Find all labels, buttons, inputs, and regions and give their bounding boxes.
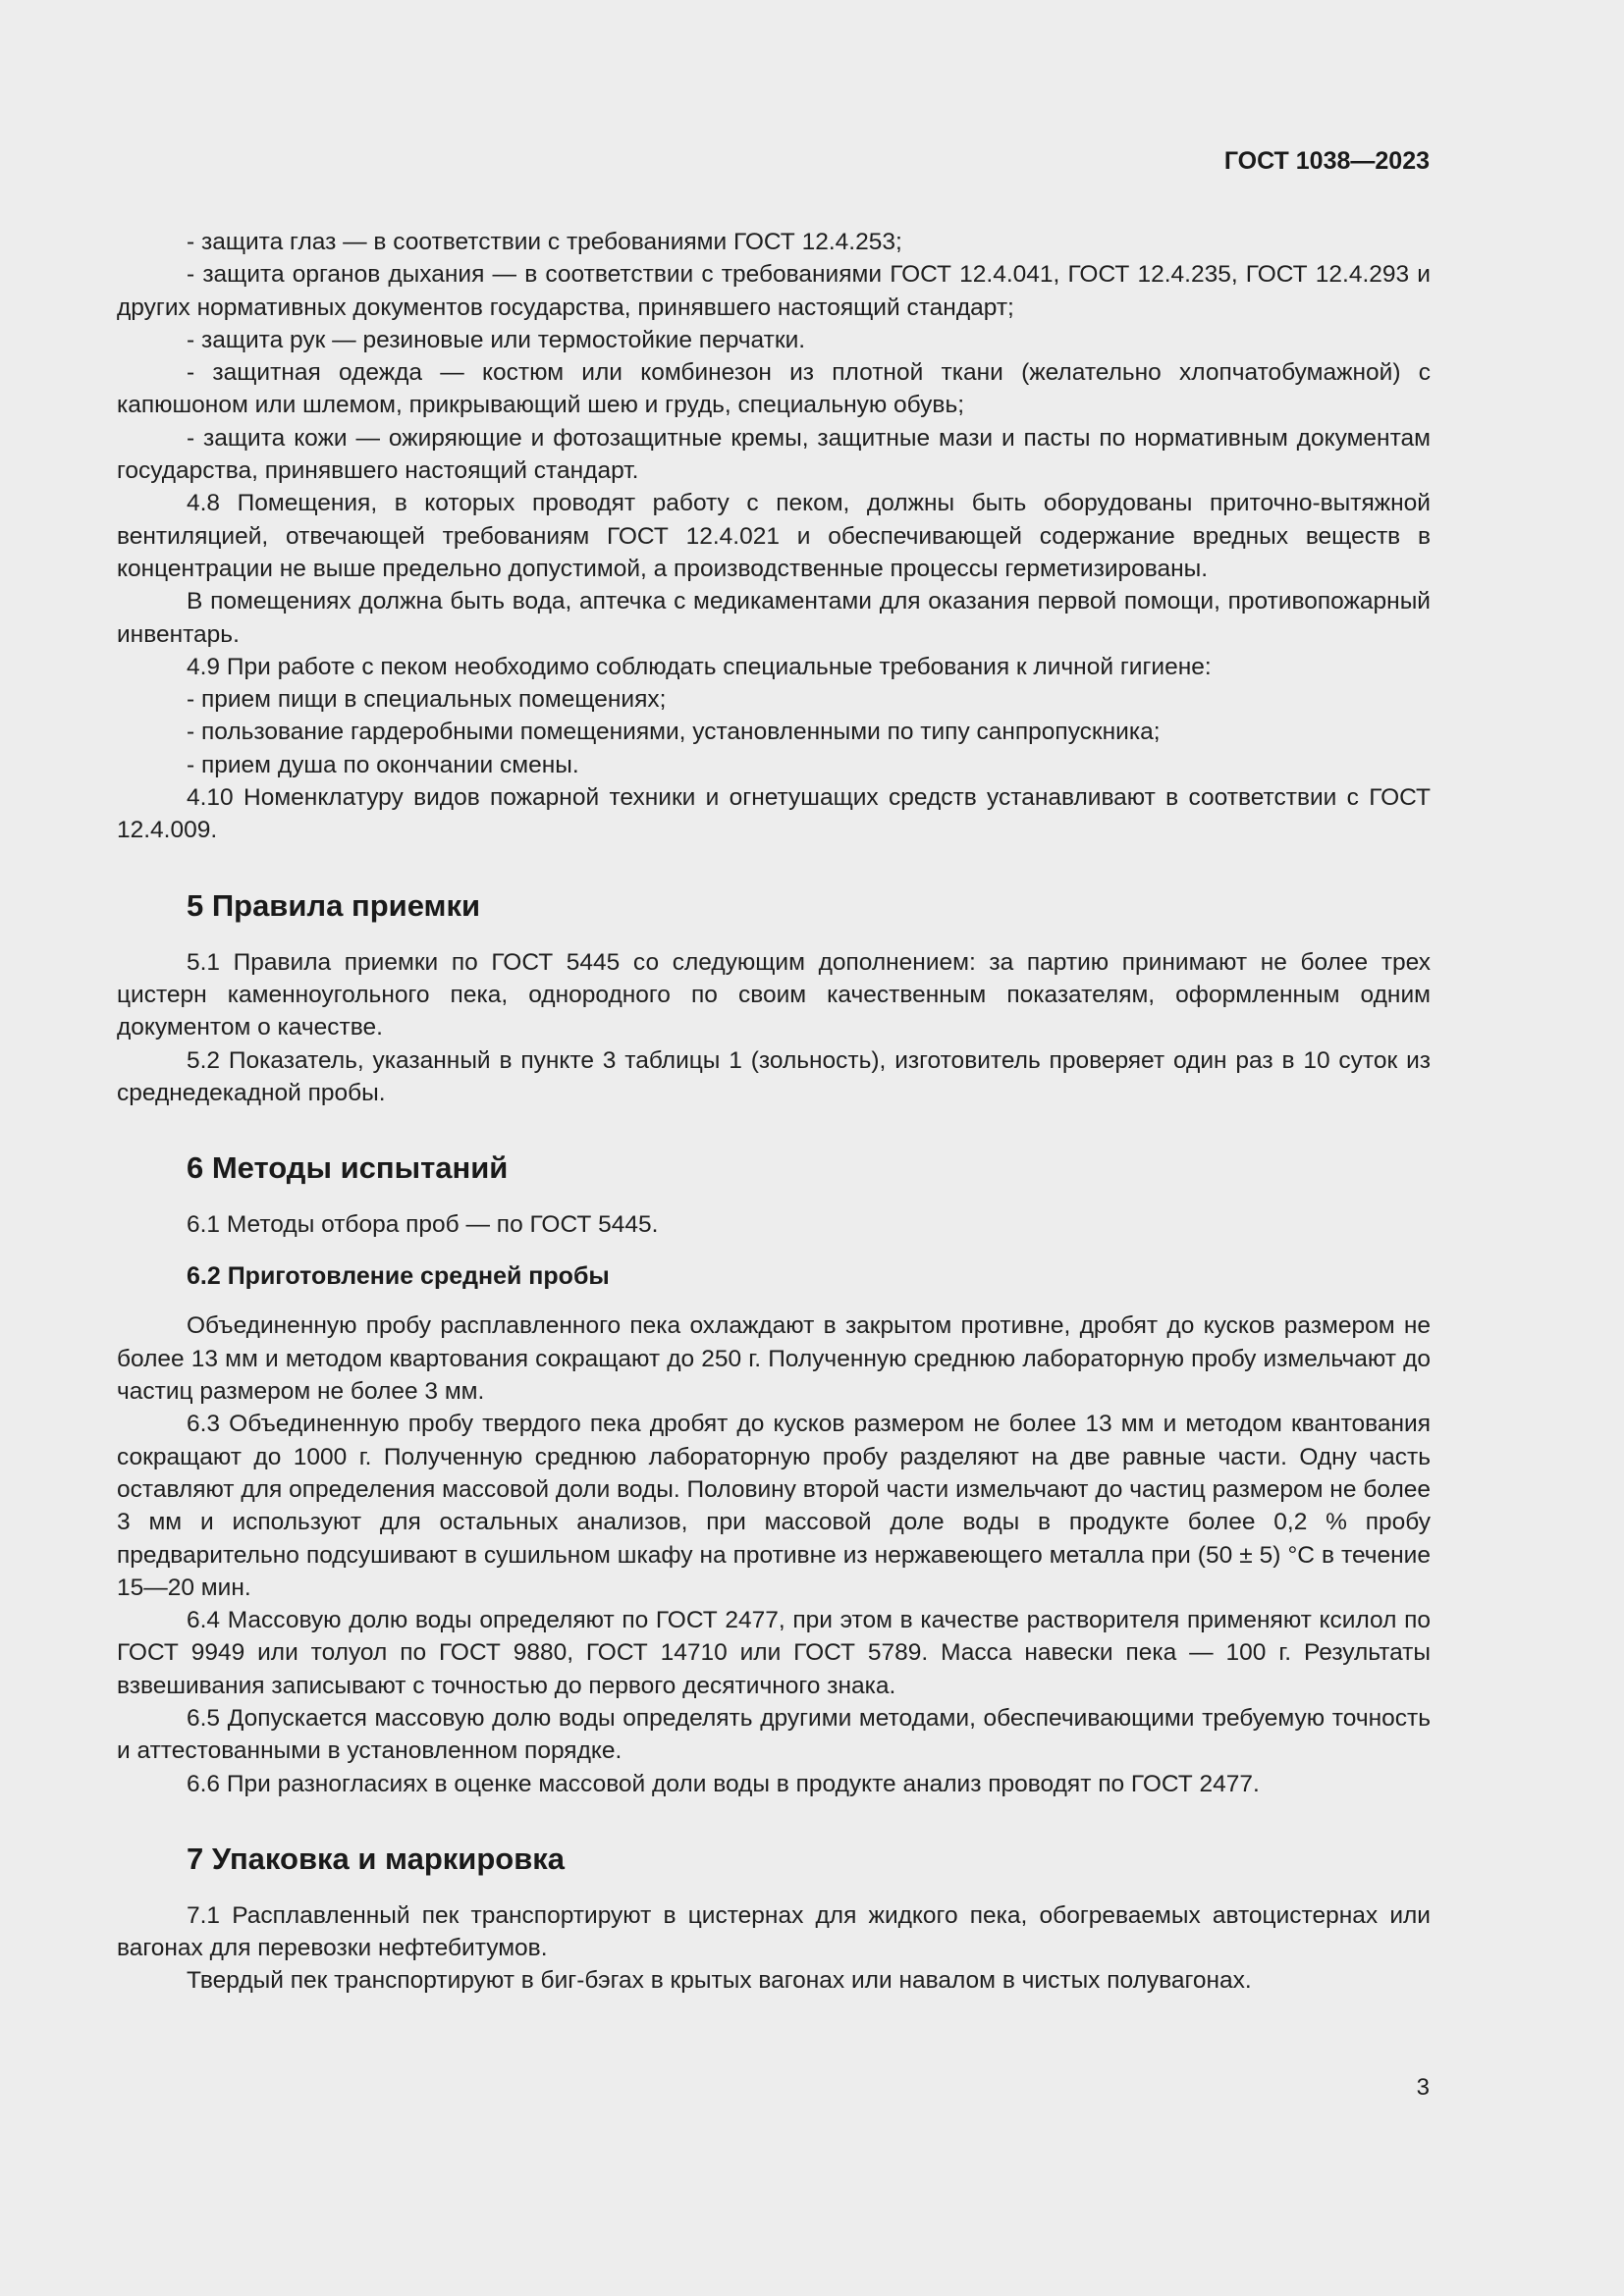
document-code-header: ГОСТ 1038—2023 xyxy=(1223,147,1430,175)
list-item-wardrobe: - пользование гардеробными помещениями, установленными по типу санпропускника; xyxy=(187,719,1161,746)
document-body xyxy=(117,226,1431,1998)
subsection-6-2-heading: 6.2 Приготовление средней пробы xyxy=(187,1262,610,1291)
list-item-skin-protection: - защита кожи — ожиряющие и фотозащитные кремы, защитные мази и пасты по нормативным документам государства, принявшего настоящий стандарт. xyxy=(117,424,1431,485)
section-7-heading: 7 Упаковка и маркировка xyxy=(187,1841,566,1876)
list-item-eating: - прием пищи в специальных помещениях; xyxy=(187,686,667,714)
clause-4-9: 4.9 При работе с пеком необходимо соблюдать специальные требования к личной гигиене: xyxy=(187,653,1212,680)
page-number: 3 xyxy=(1416,2074,1430,2101)
list-item-eye-protection: - защита глаз — в соответствии с требованиями ГОСТ 12.4.253; xyxy=(187,229,902,255)
clause-6-1: 6.1 Методы отбора проб — по ГОСТ 5445. xyxy=(187,1211,659,1239)
clause-7-1: 7.1 Расплавленный пек транспортируют в цистернах для жидкого пека, обогреваемых автоцистернах или вагонах для перевозки нефтебитумов. xyxy=(117,1901,1431,1962)
clause-4-10: 4.10 Номенклатуру видов пожарной техники и огнетушащих средств устанавливают в соответствии с ГОСТ 12.4.009. xyxy=(117,784,1431,844)
list-item-shower: - прием душа по окончании смены. xyxy=(187,751,579,778)
clause-6-5: 6.5 Допускается массовую долю воды определять другими методами, обеспечивающими требуемую точность и аттестованными в установленном порядке. xyxy=(117,1704,1431,1765)
clause-4-8: 4.8 Помещения, в которых проводят работу с пеком, должны быть оборудованы приточно-вытяжной вентиляцией, отвечающей требованиям ГОСТ 12.4.021 и обеспечивающей содержание вредных веществ в концентрации не выше предельно допустимой, а производственные процессы герметизированы. xyxy=(117,490,1431,582)
clause-7-1-continued: Твердый пек транспортируют в биг-бэгах в крытых вагонах или навалом в чистых полувагонах. xyxy=(187,1967,1252,1995)
clause-4-8-continued: В помещениях должна быть вода, аптечка с медикаментами для оказания первой помощи, противопожарный инвентарь. xyxy=(117,588,1431,648)
clause-5-1: 5.1 Правила приемки по ГОСТ 5445 со следующим дополнением: за партию принимают не более трех цистерн каменноугольного пека, однородного по своим качественным показателям, оформленным одним документом о качестве. xyxy=(117,948,1431,1041)
section-5-heading: 5 Правила приемки xyxy=(187,887,481,923)
clause-6-2-text: Объединенную пробу расплавленного пека охлаждают в закрытом противне, дробят до кусков размером не более 13 мм и методом квартования сокращают до 250 г. Полученную среднюю лабораторную пробу измельчают до частиц размером не более 3 мм. xyxy=(117,1312,1431,1406)
list-item-hand-protection: - защита рук — резиновые или термостойкие перчатки. xyxy=(187,326,806,353)
clause-6-4: 6.4 Массовую долю воды определяют по ГОСТ 2477, при этом в качестве растворителя применяют ксилол по ГОСТ 9949 или толуол по ГОСТ 9880, ГОСТ 14710 или ГОСТ 5789. Масса навески пека — 100 г. Результаты взвешивания записывают с точностью до первого десятичного знака. xyxy=(117,1607,1431,1699)
list-item-protective-clothing: - защитная одежда — костюм или комбинезон из плотной ткани (желательно хлопчатобумажной) с капюшоном или шлемом, прикрывающий шею и грудь, специальную обувь; xyxy=(117,359,1431,419)
clause-6-6: 6.6 При разногласиях в оценке массовой доли воды в продукте анализ проводят по ГОСТ 2477. xyxy=(187,1770,1260,1797)
section-6-heading: 6 Методы испытаний xyxy=(187,1150,509,1186)
clause-5-2: 5.2 Показатель, указанный в пункте 3 таблицы 1 (зольность), изготовитель проверяет один раз в 10 суток из среднедекадной пробы. xyxy=(117,1046,1431,1106)
clause-6-3: 6.3 Объединенную пробу твердого пека дробят до кусков размером не более 13 мм и методом квантования сокращают до 1000 г. Полученную среднюю лабораторную пробу разделяют на две равные части. Одну часть оставляют для определения массовой доли воды. Половину второй части измельчают до частиц размером не более 3 мм и используют для остальных анализов, при массовой доле воды в продукте более 0,2 % пробу предварительно подсушивают в сушильном шкафу на противне из нержавеющего металла при (50 ± 5) °С в течение 15—20 мин. xyxy=(117,1411,1431,1601)
list-item-respiratory-protection: - защита органов дыхания — в соответствии с требованиями ГОСТ 12.4.041, ГОСТ 12.4.235, ГОСТ 12.4.293 и других нормативных документов государства, принявшего настоящий стандарт; xyxy=(117,261,1431,321)
